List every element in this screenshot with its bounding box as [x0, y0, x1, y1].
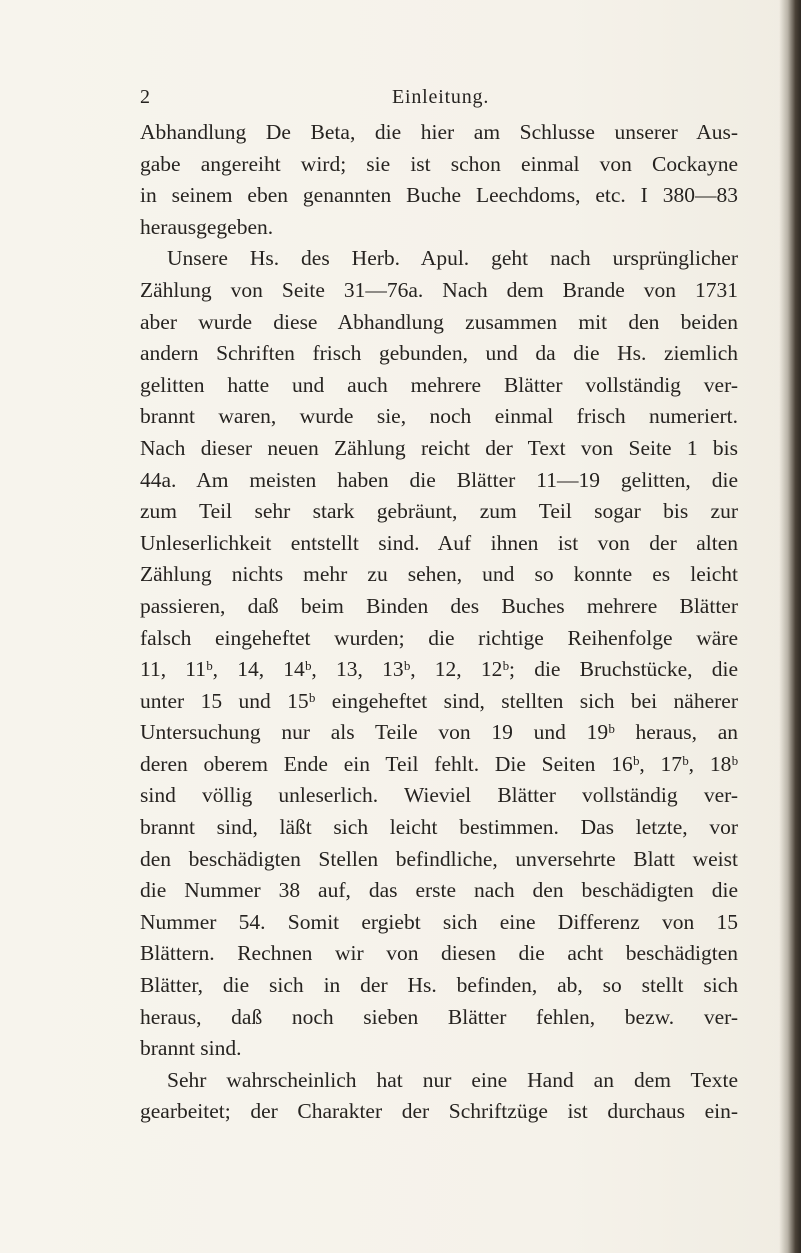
text-line: Zählung von Seite 31—76a. Nach dem Brande von 1731 — [140, 277, 738, 302]
text-line: Unsere Hs. des Herb. Apul. geht nach ursprünglicher — [167, 246, 738, 271]
text-line: andern Schriften frisch gebunden, und da die Hs. ziemlich — [140, 341, 738, 366]
text-line: Abhandlung De Beta, die hier am Schlusse unserer Aus- — [140, 120, 738, 144]
text-line: Nummer 54. Somit ergiebt sich eine Differenz von 15 — [140, 909, 738, 934]
body-text — [140, 117, 738, 1128]
text-line: heraus, daß noch sieben Blätter fehlen, bezw. ver- — [140, 1004, 738, 1029]
page-edge-shadow — [779, 0, 801, 1253]
text-line: Nach dieser neuen Zählung reicht der Text von Seite 1 bis — [140, 435, 738, 460]
text-line: Zählung nichts mehr zu sehen, und so konnte es leicht — [140, 562, 738, 587]
text-line: Blätter, die sich in der Hs. befinden, ab, so stellt sich — [140, 973, 738, 998]
text-line: falsch eingeheftet wurden; die richtige Reihenfolge wäre — [140, 625, 738, 650]
text-line: Sehr wahrscheinlich hat nur eine Hand an dem Texte — [167, 1067, 738, 1092]
text-line: sind völlig unleserlich. Wieviel Blätter vollständig ver- — [140, 783, 738, 808]
text-line: zum Teil sehr stark gebräunt, zum Teil sogar bis zur — [140, 499, 738, 524]
text-line: deren oberem Ende ein Teil fehlt. Die Seiten 16ᵇ, 17ᵇ, 18ᵇ — [140, 751, 738, 776]
text-line: den beschädigten Stellen befindliche, unversehrte Blatt weist — [140, 846, 738, 871]
text-line: unter 15 und 15ᵇ eingeheftet sind, stellten sich bei näherer — [140, 688, 738, 713]
text-line: gabe angereiht wird; sie ist schon einmal von Cockayne — [140, 151, 738, 176]
text-line: Untersuchung nur als Teile von 19 und 19ᵇ heraus, an — [140, 720, 738, 745]
text-line: brannt sind. — [140, 1036, 242, 1061]
text-line: 11, 11ᵇ, 14, 14ᵇ, 13, 13ᵇ, 12, 12ᵇ; die Bruchstücke, die — [140, 657, 738, 682]
text-line: aber wurde diese Abhandlung zusammen mit den beiden — [140, 309, 738, 334]
text-line: herausgegeben. — [140, 214, 274, 239]
text-line: die Nummer 38 auf, das erste nach den beschädigten die — [140, 878, 738, 903]
text-line: Blättern. Rechnen wir von diesen die acht beschädigten — [140, 941, 738, 966]
text-line: brannt sind, läßt sich leicht bestimmen. Das letzte, vor — [140, 815, 738, 840]
text-line: gearbeitet; der Charakter der Schriftzüge ist durchaus ein- — [140, 1099, 738, 1124]
text-line: 44a. Am meisten haben die Blätter 11—19 gelitten, die — [140, 467, 738, 492]
text-line: passieren, daß beim Binden des Buches mehrere Blätter — [140, 593, 738, 618]
page-header — [140, 86, 750, 116]
running-title: Einleitung. — [392, 86, 490, 108]
text-line: brannt waren, wurde sie, noch einmal frisch numeriert. — [140, 404, 738, 429]
text-line: gelitten hatte und auch mehrere Blätter vollständig ver- — [140, 372, 738, 397]
page-number: 2 — [140, 86, 151, 108]
text-line: Unleserlichkeit entstellt sind. Auf ihnen ist von der alten — [140, 530, 738, 555]
text-line: in seinem eben genannten Buche Leechdoms, etc. I 380—83 — [140, 183, 738, 208]
